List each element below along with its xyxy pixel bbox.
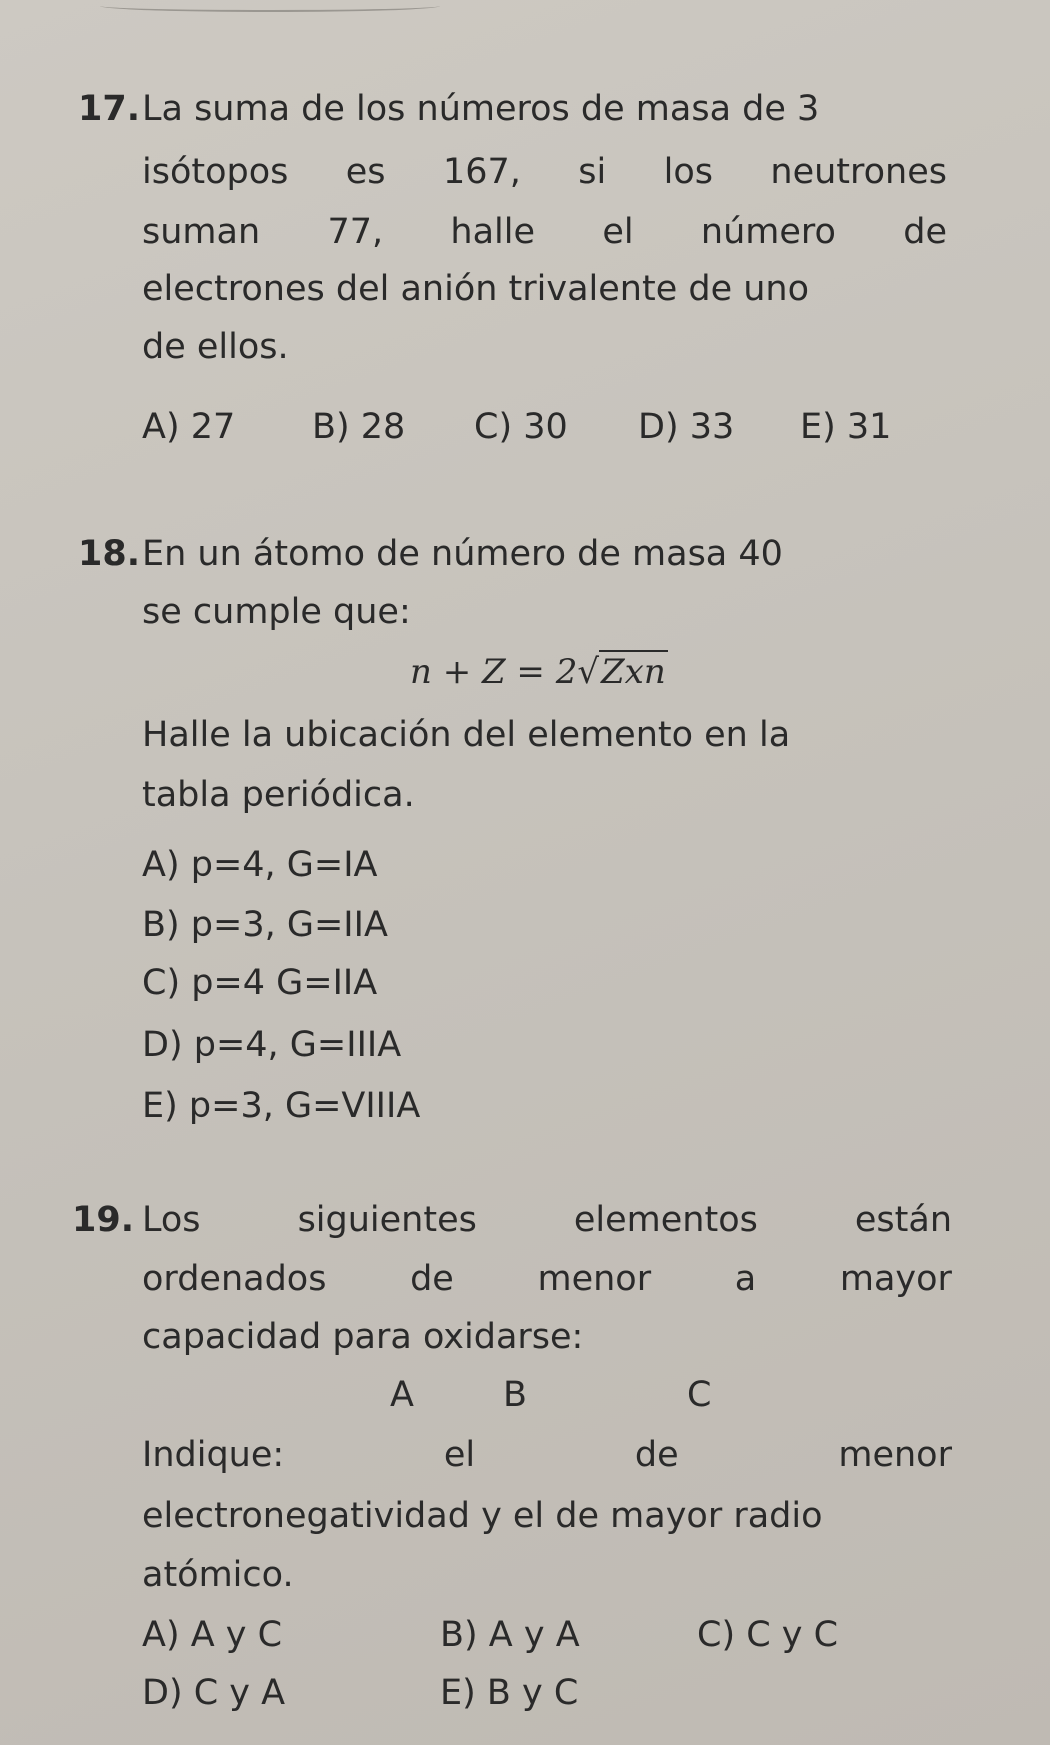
element-c: C xyxy=(687,1375,712,1415)
q18-number: 18. xyxy=(78,534,141,574)
q18-formula xyxy=(410,652,668,692)
sqrt-sign: √ xyxy=(577,652,600,692)
q19-line-5: electronegatividad y el de mayor radio xyxy=(142,1496,823,1536)
q19-line-4 xyxy=(142,1435,952,1475)
q17-line-5: de ellos. xyxy=(142,327,289,367)
q17-option-b: B) 28 xyxy=(312,407,406,447)
q19-line-6: atómico. xyxy=(142,1555,294,1595)
q19-word: siguientes xyxy=(297,1200,477,1240)
q19-word: menor xyxy=(838,1435,952,1475)
q17-line-4: electrones del anión trivalente de uno xyxy=(142,269,810,309)
page-edge-scribble xyxy=(100,0,440,12)
q18-line-1: En un átomo de número de masa 40 xyxy=(142,534,783,574)
q19-line-3: capacidad para oxidarse: xyxy=(142,1317,584,1357)
q19-word: el xyxy=(443,1435,476,1475)
q17-option-c: C) 30 xyxy=(474,407,568,447)
q18-option-e: E) p=3, G=VIIIA xyxy=(142,1086,421,1126)
q19-word: mayor xyxy=(839,1259,952,1299)
q19-word: están xyxy=(854,1200,952,1240)
q19-word: menor xyxy=(537,1259,652,1299)
q17-line-2 xyxy=(142,152,947,192)
element-a: A xyxy=(390,1375,414,1415)
q17-option-d: D) 33 xyxy=(638,407,735,447)
q17-word: neutrones xyxy=(770,152,947,192)
q17-word: el xyxy=(602,212,634,252)
q19-option-a: A) A y C xyxy=(142,1615,283,1655)
q18-line-2: se cumple que: xyxy=(142,592,411,632)
q19-line-1 xyxy=(142,1200,952,1240)
q18-line-3: Halle la ubicación del elemento en la xyxy=(142,715,791,755)
q19-word: elementos xyxy=(573,1200,758,1240)
q17-number: 17. xyxy=(78,89,141,129)
element-b: B xyxy=(503,1375,528,1415)
q19-option-d: D) C y A xyxy=(142,1673,286,1713)
q17-word: es xyxy=(345,152,386,192)
q18-option-c: C) p=4 G=IIA xyxy=(142,963,378,1003)
q17-option-e: E) 31 xyxy=(800,407,892,447)
q19-number: 19. xyxy=(72,1200,135,1240)
formula-left: n + Z = 2 xyxy=(410,652,578,692)
q18-option-b: B) p=3, G=IIA xyxy=(142,905,388,945)
q18-line-4: tabla periódica. xyxy=(142,775,415,815)
q17-word: de xyxy=(903,212,947,252)
formula-radicand: Zxn xyxy=(601,652,666,692)
q17-word: isótopos xyxy=(142,152,289,192)
q19-word: de xyxy=(634,1435,679,1475)
q19-word: de xyxy=(410,1259,454,1299)
q17-word: si xyxy=(578,152,607,192)
q17-word: los xyxy=(663,152,713,192)
q17-line-3 xyxy=(142,212,947,252)
q19-word: Los xyxy=(142,1200,201,1240)
q18-option-d: D) p=4, G=IIIA xyxy=(142,1025,402,1065)
q17-word: halle xyxy=(450,212,536,252)
q17-word: 77, xyxy=(327,212,384,252)
q19-option-e: E) B y C xyxy=(440,1673,579,1713)
q19-option-c: C) C y C xyxy=(697,1615,839,1655)
q18-option-a: A) p=4, G=IA xyxy=(142,845,378,885)
q19-word: Indique: xyxy=(142,1435,285,1475)
q17-line-1: La suma de los números de masa de 3 xyxy=(142,89,820,129)
q19-option-b: B) A y A xyxy=(440,1615,580,1655)
q19-word: ordenados xyxy=(142,1259,327,1299)
q19-line-2 xyxy=(142,1259,952,1299)
q17-word: 167, xyxy=(442,152,521,192)
q17-option-a: A) 27 xyxy=(142,407,236,447)
q17-word: número xyxy=(700,212,836,252)
q17-word: suman xyxy=(142,212,261,252)
q19-word: a xyxy=(734,1259,757,1299)
